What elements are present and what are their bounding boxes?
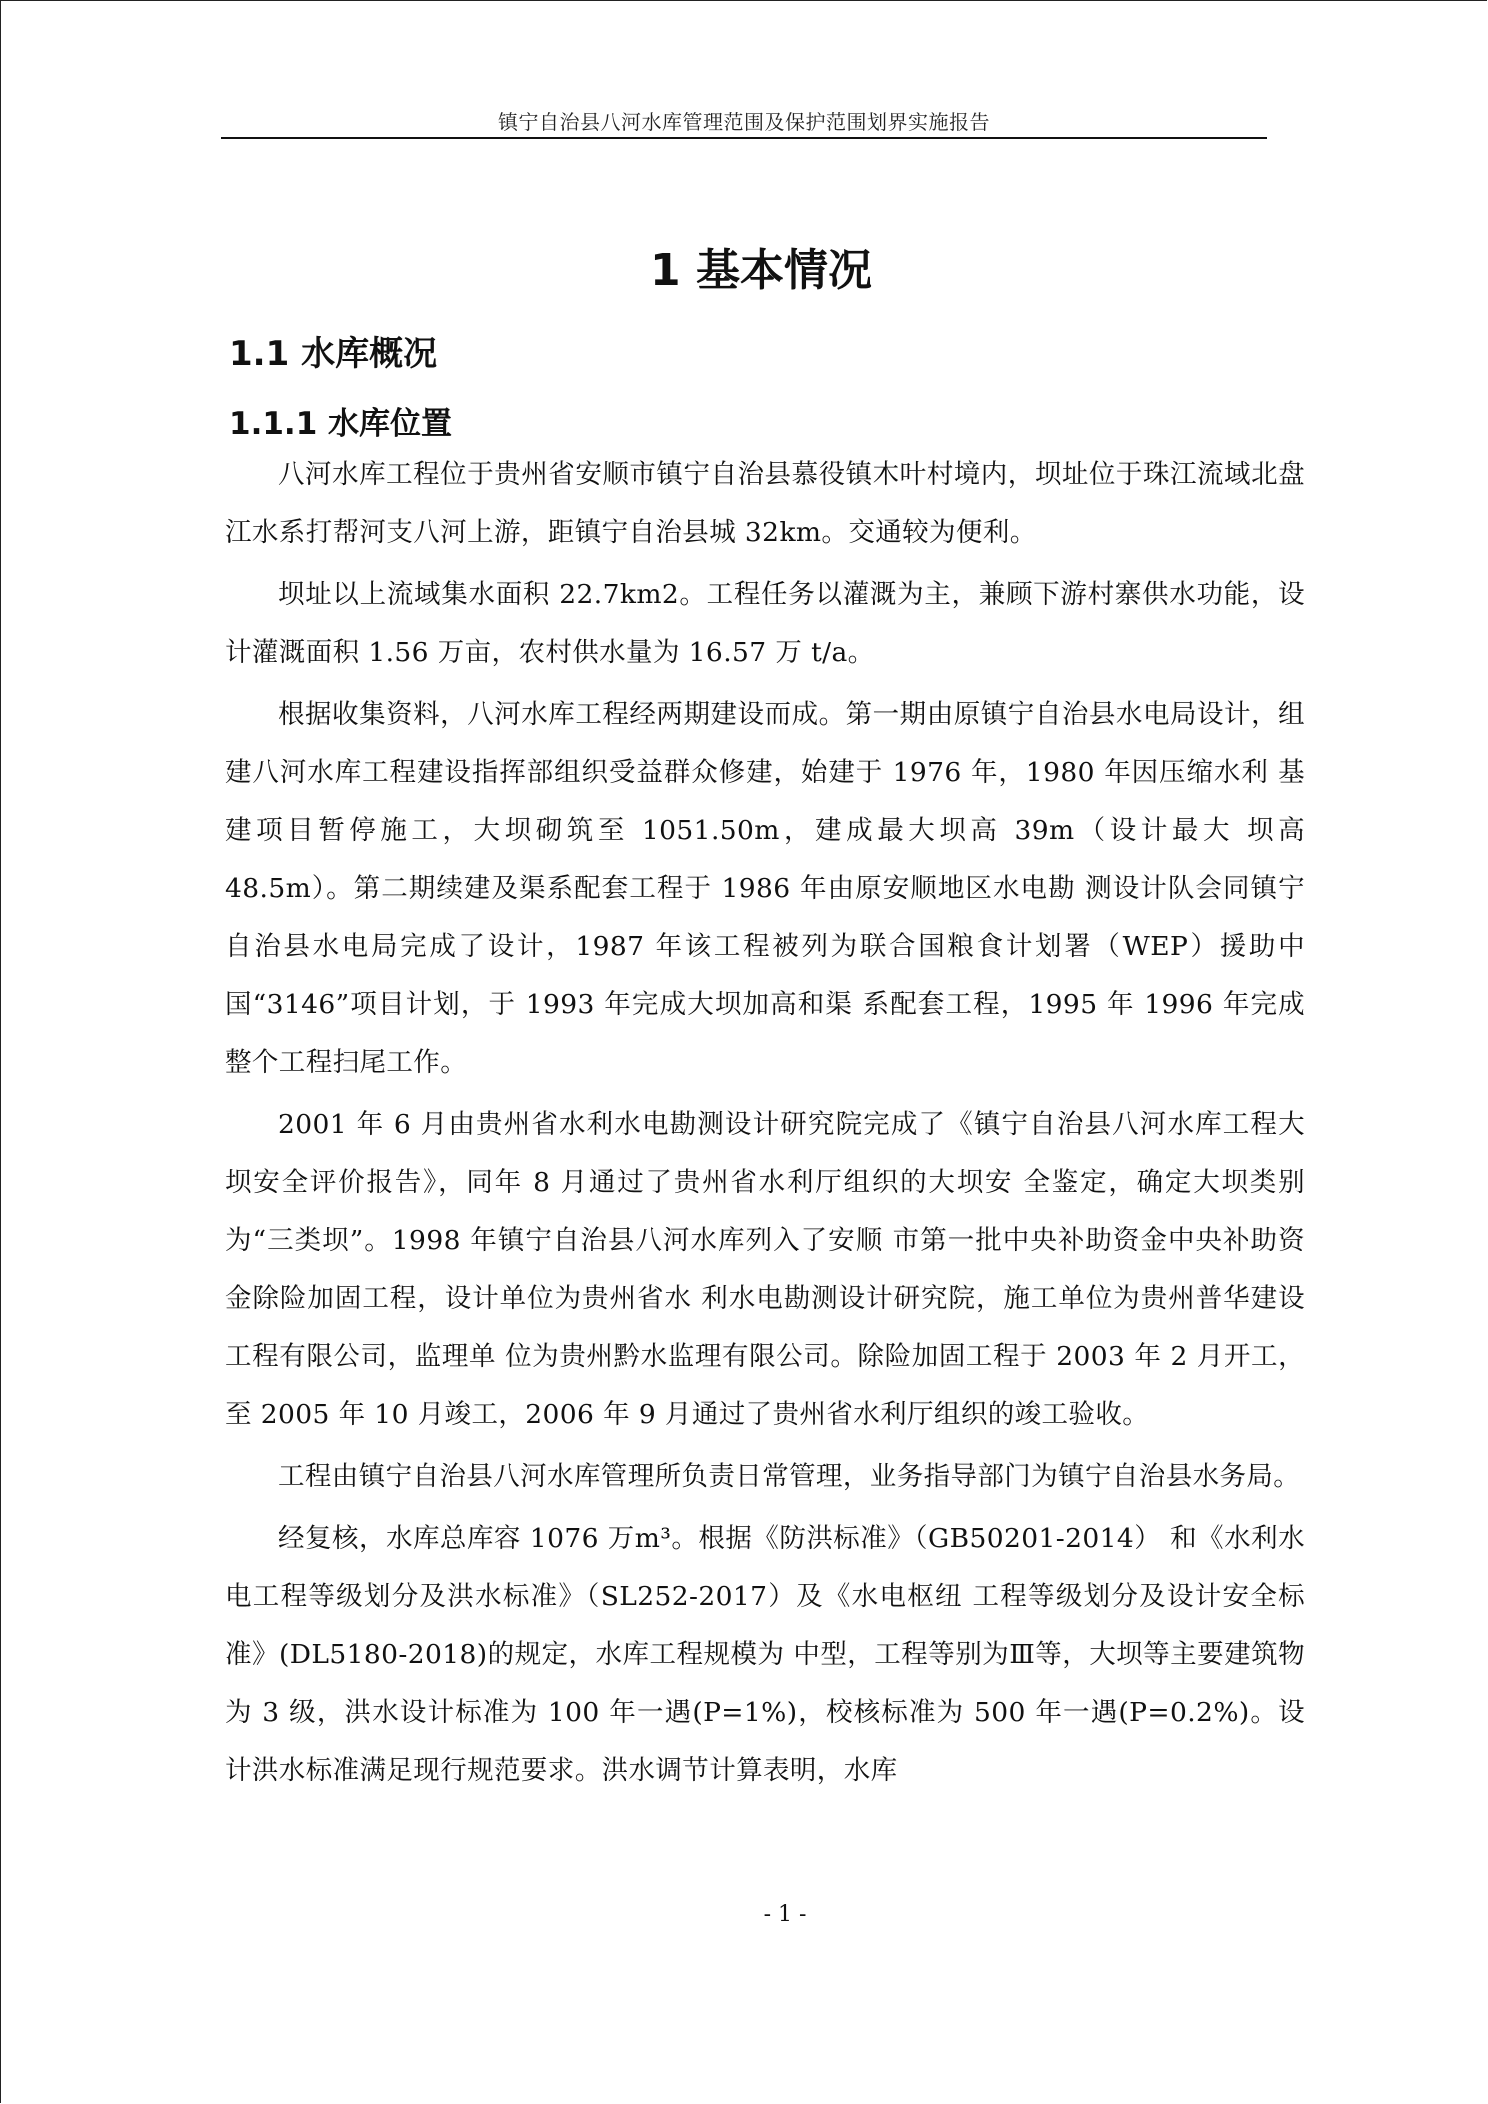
running-header: 镇宁自治县八河水库管理范围及保护范围划界实施报告	[498, 110, 990, 134]
page-number: - 1 -	[763, 1902, 807, 1927]
paragraph-location: 八河水库工程位于贵州省安顺市镇宁自治县慕役镇木叶村境内，坝址位于珠江流域北盘江水系打帮河支八河上游，距镇宁自治县城 32km。交通较为便利。	[225, 459, 1305, 548]
section-heading: 1.1 水库概况	[229, 334, 438, 374]
chapter-title: 1 基本情况	[650, 245, 872, 296]
paragraph-safety-evaluation: 2001 年 6 月由贵州省水利水电勘测设计研究院完成了《镇宁自治县八河水库工程大坝安全评价报告》，同年 8 月通过了贵州省水利厅组织的大坝安 全鉴定，确定大坝类别为“三类坝”。1998 年镇宁自治县八河水库列入了安顺 市第一批中央补助资金中央补助资金除险加固工程，设计单位为贵州省水 利水电勘测设计研究院，施工单位为贵州普华建设工程有限公司，监理单 位为贵州黔水监理有限公司。除险加固工程于 2003 年 2 月开工，至 2005 年 10 月竣工，2006 年 9 月通过了贵州省水利厅组织的竣工验收。	[225, 1109, 1305, 1430]
paragraph-flood-standard: 经复核，水库总库容 1076 万m³。根据《防洪标准》（GB50201-2014） 和《水利水电工程等级划分及洪水标准》（SL252-2017）及《水电枢纽 工程等级划分及设计安全标准》(DL5180-2018)的规定，水库工程规模为 中型，工程等别为Ⅲ等，大坝等主要建筑物为 3 级，洪水设计标准为 100 年一遇(P=1%)，校核标准为 500 年一遇(P=0.2%)。设计洪水标准满足现行规范要求。洪水调节计算表明，水库	[225, 1523, 1305, 1786]
paragraph-management: 工程由镇宁自治县八河水库管理所负责日常管理，业务指导部门为镇宁自治县水务局。	[278, 1461, 1301, 1492]
header-rule	[221, 137, 1267, 139]
subsection-heading: 1.1.1 水库位置	[229, 406, 453, 442]
paragraph-catchment: 坝址以上流域集水面积 22.7km2。工程任务以灌溉为主，兼顾下游村寨供水功能，设计灌溉面积 1.56 万亩，农村供水量为 16.57 万 t/a。	[225, 579, 1305, 668]
paragraph-construction-history: 根据收集资料，八河水库工程经两期建设而成。第一期由原镇宁自治县水电局设计，组建八河水库工程建设指挥部组织受益群众修建，始建于 1976 年，1980 年因压缩水利 基建项目暂停施工，大坝砌筑至 1051.50m，建成最大坝高 39m（设计最大 坝高 48.5m）。第二期续建及渠系配套工程于 1986 年由原安顺地区水电勘 测设计队会同镇宁自治县水电局完成了设计，1987 年该工程被列为联合国粮食计划署（WEP）援助中国“3146”项目计划，于 1993 年完成大坝加高和渠 系配套工程，1995 年 1996 年完成整个工程扫尾工作。	[225, 699, 1305, 1078]
body-text	[225, 446, 1305, 1804]
